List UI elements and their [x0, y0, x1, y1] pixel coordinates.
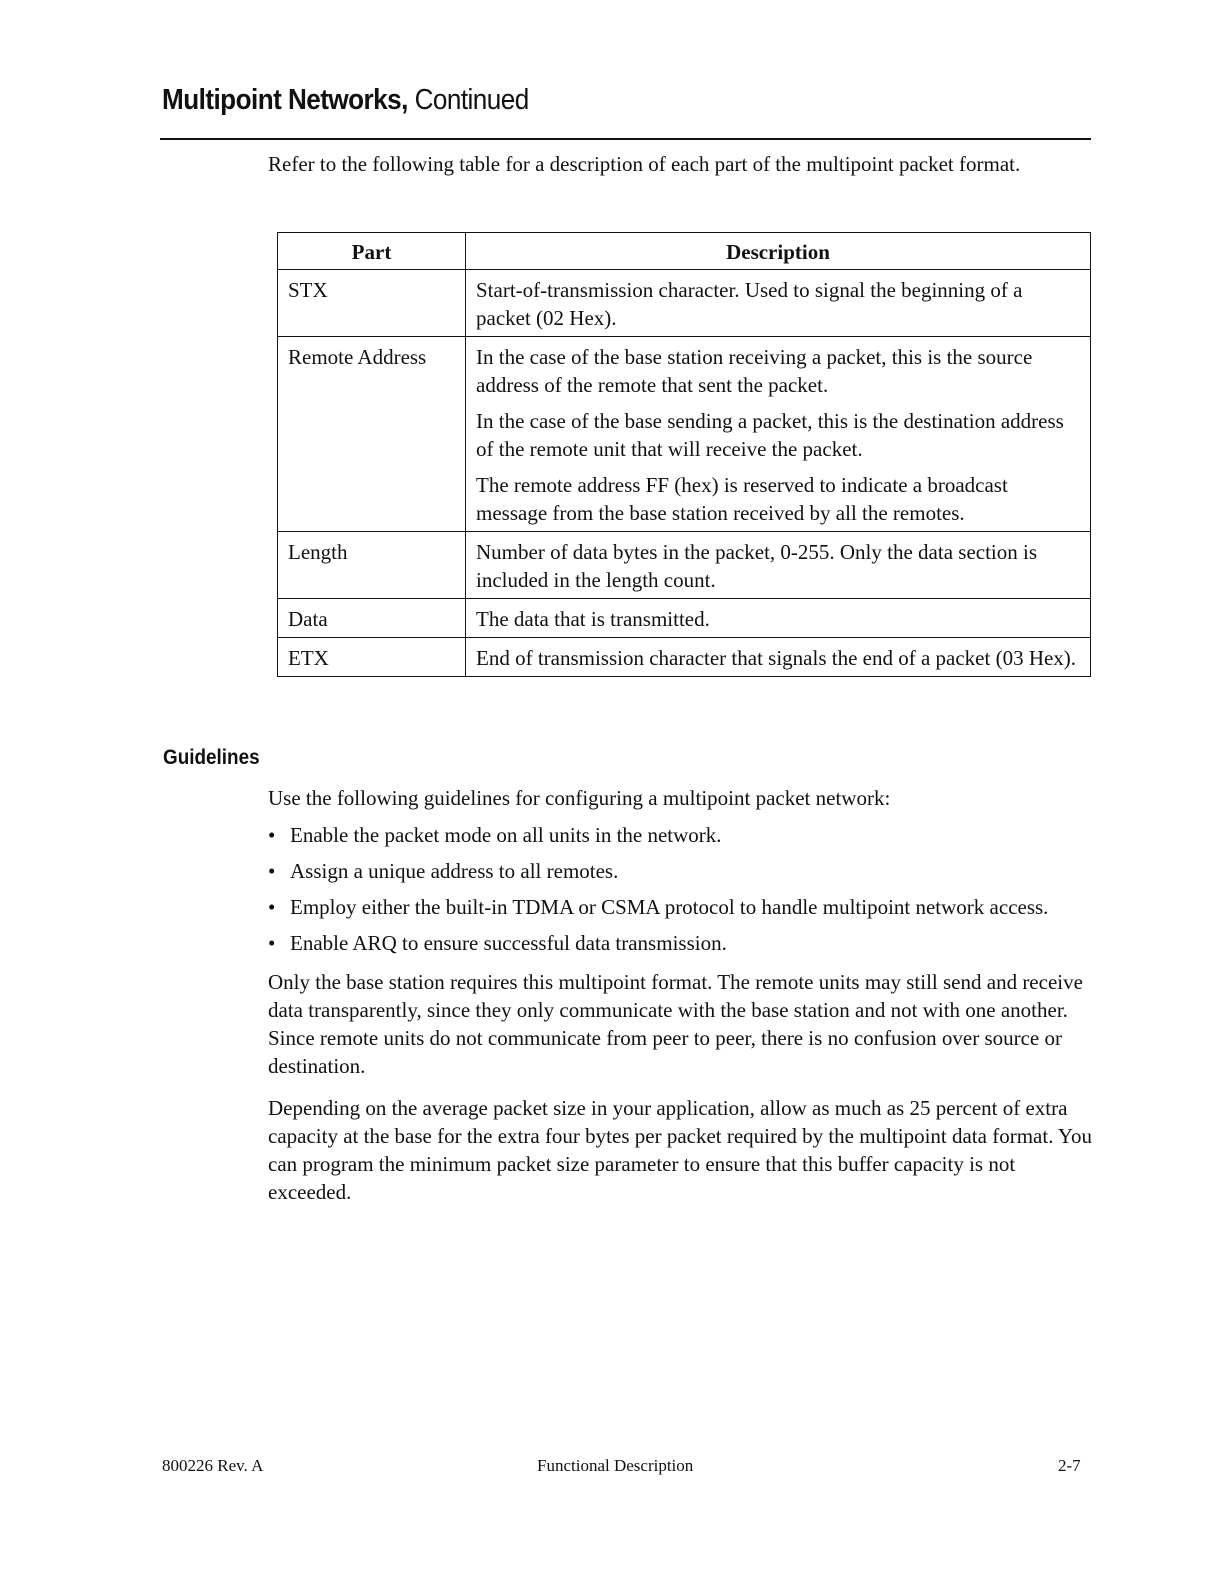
description-text: Start-of-transmission character. Used to signal the beginning of a packet (02 Hex). [476, 278, 1023, 330]
row-part: ETX [278, 638, 466, 677]
list-item [268, 893, 1098, 921]
list-item-text: Assign a unique address to all remotes. [290, 859, 619, 883]
header-description: Description [466, 233, 1091, 270]
list-item [268, 929, 1098, 957]
bullet-icon: • [268, 859, 276, 883]
guidelines-paragraph-1: Only the base station requires this multipoint format. The remote units may still send and receive data transparently, since they only communicate with the base station and not with one another. Since remote units do not communicate from peer to peer, there is no confusion over source or destination. [268, 970, 1083, 1078]
row-description [466, 638, 1091, 677]
guidelines-list [268, 821, 1098, 957]
table-row [278, 337, 1091, 532]
bullet-icon: • [268, 931, 276, 955]
row-part: Data [278, 599, 466, 638]
title-continued: Continued [407, 84, 529, 116]
packet-format-table [277, 232, 1091, 677]
guidelines-paragraph-2: Depending on the average packet size in your application, allow as much as 25 percent of extra capacity at the base for the extra four bytes per packet required by the multipoint data format. You can program the minimum packet size parameter to ensure that this buffer capacity is not exceeded. [268, 1096, 1092, 1204]
description-text: In the case of the base sending a packet, this is the destination address of the remote unit that will receive the packet. [476, 409, 1064, 461]
description-text: Number of data bytes in the packet, 0-255. Only the data section is included in the length count. [476, 540, 1038, 592]
footer-page-number: 2-7 [1058, 1456, 1081, 1475]
table-header-row [278, 233, 1091, 270]
list-item-text: Enable the packet mode on all units in the network. [290, 823, 722, 847]
title-bold: Multipoint Networks, [162, 84, 408, 116]
bullet-icon: • [268, 823, 276, 847]
intro-paragraph: Refer to the following table for a description of each part of the multipoint packet format. [268, 152, 1021, 176]
guidelines-heading: Guidelines [163, 746, 260, 769]
description-text: In the case of the base station receiving a packet, this is the source address of the remote that sent the packet. [476, 345, 1033, 397]
table-row [278, 599, 1091, 638]
footer-section-title: Functional Description [537, 1456, 694, 1475]
row-description [466, 599, 1091, 638]
guidelines-section [268, 784, 1098, 1220]
list-item-text: Employ either the built-in TDMA or CSMA protocol to handle multipoint network access. [290, 895, 1049, 919]
row-part: Length [278, 532, 466, 599]
description-text: The remote address FF (hex) is reserved to indicate a broadcast message from the base station received by all the remotes. [476, 473, 1008, 525]
description-text: The data that is transmitted. [476, 607, 710, 631]
list-item-text: Enable ARQ to ensure successful data transmission. [290, 931, 727, 955]
row-description [466, 270, 1091, 337]
bullet-icon: • [268, 895, 276, 919]
table-row [278, 532, 1091, 599]
page-title [162, 84, 529, 117]
row-part: Remote Address [278, 337, 466, 532]
description-text: End of transmission character that signals the end of a packet (03 Hex). [476, 646, 1077, 670]
row-description [466, 337, 1091, 532]
table-row [278, 638, 1091, 677]
row-part: STX [278, 270, 466, 337]
list-item [268, 821, 1098, 849]
footer-doc-number: 800226 Rev. A [162, 1456, 264, 1475]
table-row [278, 270, 1091, 337]
guidelines-lead: Use the following guidelines for configuring a multipoint packet network: [268, 786, 891, 810]
row-description [466, 532, 1091, 599]
header-rule [160, 138, 1091, 140]
list-item [268, 857, 1098, 885]
header-part: Part [278, 233, 466, 270]
